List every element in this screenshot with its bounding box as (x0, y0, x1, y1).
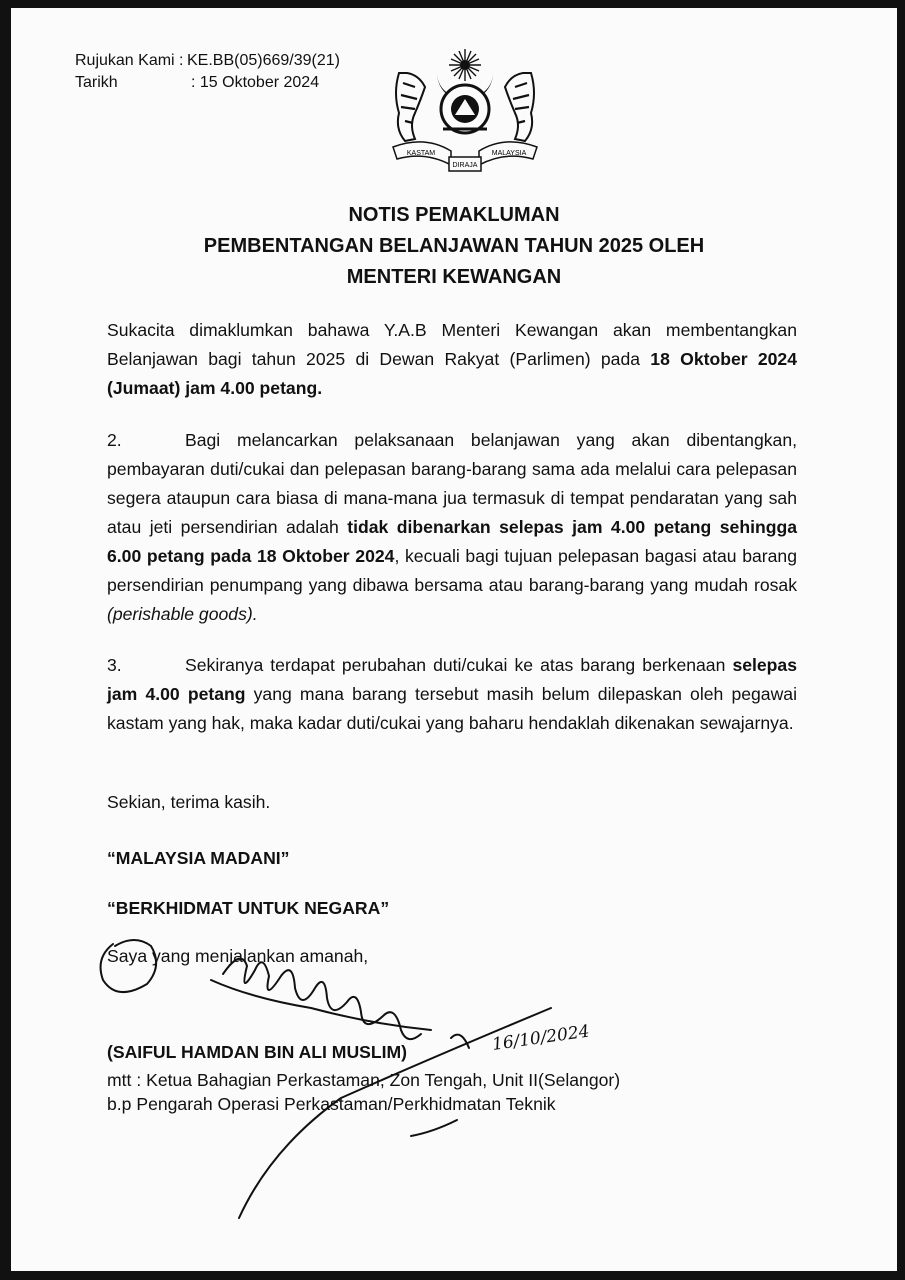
notice-title (11, 200, 897, 293)
para2-text2: , kecuali bagi tujuan pelepasan bagasi atau barang persendirian penumpang yang dibawa bersama atau barang-barang yang mudah rosak (107, 546, 797, 595)
crest-text-left: KASTAM (406, 150, 436, 157)
signatory-position: mtt : Ketua Bahagian Perkastaman, Zon Tengah, Unit II(Selangor) (107, 1070, 621, 1090)
signatory-name: (SAIFUL HAMDAN BIN ALI MUSLIM) (107, 1042, 408, 1062)
para1-bold: 18 Oktober 2024 (Jumaat) jam 4.00 petang. (107, 349, 797, 398)
date-label: Tarikh (75, 74, 118, 91)
date-value: 15 Oktober 2024 (199, 74, 320, 91)
notice-page (11, 8, 897, 1271)
signatory-on-behalf: b.p Pengarah Operasi Perkastaman/Perkhidmatan Teknik (107, 1094, 556, 1114)
customs-crest-logo (385, 43, 545, 175)
crest-text-right: MALAYSIA (491, 150, 527, 157)
para2-text1: Bagi melancarkan pelaksanaan belanjawan yang akan dibentangkan, pembayaran duti/cukai dan pelepasan barang-barang sama ada melalui cara pelepasan segera ataupun cara biasa di mana-mana jua termasuk di tempat pendaratan yang sah atau jeti persendirian adalah (107, 430, 797, 537)
para2-italic: (perishable goods). (107, 604, 258, 624)
paragraph-3 (107, 651, 797, 738)
motto-berkhidmat: “BERKHIDMAT UNTUK NEGARA” (107, 898, 390, 918)
title-line-2: PEMBENTANGAN BELANJAWAN TAHUN 2025 OLEH (203, 235, 705, 257)
para1-text: Sukacita dimaklumkan bahawa Y.A.B Menteri Kewangan akan membentangkan Belanjawan bagi tahun 2025 di Dewan Rakyat (Parlimen) pada (107, 320, 797, 369)
para2-bold: tidak dibenarkan selepas jam 4.00 petang sehingga 6.00 petang pada 18 Oktober 2024 (107, 517, 797, 566)
para3-text2: yang mana barang tersebut masih belum dilepaskan oleh pegawai kastam yang hak, maka kadar duti/cukai yang baharu hendaklah dikenakan sewajarnya. (107, 684, 797, 733)
signature-date: 16/10/2024 (490, 1021, 591, 1055)
para3-number: 3. (107, 655, 122, 675)
motto-malaysia-madani: “MALAYSIA MADANI” (107, 848, 290, 868)
paragraph-2 (107, 426, 797, 629)
paragraph-1 (107, 316, 797, 403)
ref-label: Rujukan Kami (75, 52, 175, 69)
para2-number: 2. (107, 430, 122, 450)
date-value-wrap: : 15 Oktober 2024 (191, 74, 320, 91)
title-line-3: MENTERI KEWANGAN (346, 266, 562, 288)
ref-label-wrap: Rujukan Kami : (75, 52, 184, 69)
ref-value: KE.BB(05)669/39(21) (187, 52, 340, 69)
title-line-1: NOTIS PEMAKLUMAN (348, 204, 560, 226)
para3-text1: Sekiranya terdapat perubahan duti/cukai ke atas barang berkenaan (185, 655, 733, 675)
closing-thanks: Sekian, terima kasih. (107, 792, 271, 812)
crest-text-bottom: DIRAJA (452, 162, 478, 169)
para3-bold: selepas jam 4.00 petang (107, 655, 797, 704)
reference-block (75, 50, 340, 94)
closing-saya: Saya yang menjalankan amanah, (107, 946, 369, 966)
date-label-wrap (75, 72, 191, 94)
